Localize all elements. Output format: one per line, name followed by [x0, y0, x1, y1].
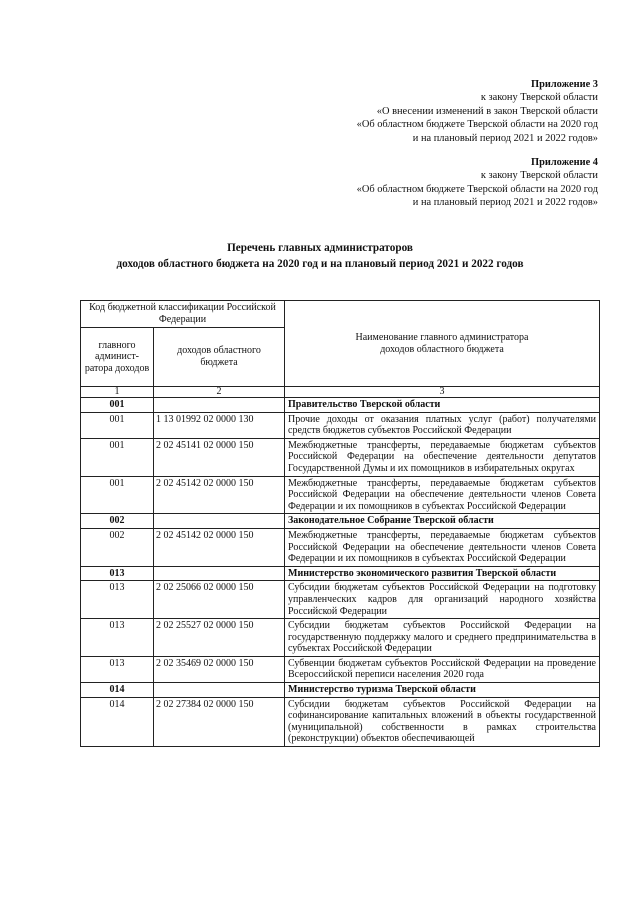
table-row [81, 581, 600, 619]
admin-code-cell: 001 [81, 476, 154, 514]
admin-code-cell: 014 [81, 697, 154, 746]
budget-code-cell: 2 02 35469 02 0000 150 [154, 656, 285, 682]
name-cell: Межбюджетные трансферты, передаваемые бюджетам субъектов Российской Федерации на обеспечение деятельности депутатов Государственной Думы и их помощников в избирательных округах [285, 438, 600, 476]
budget-code-cell [154, 398, 285, 413]
column-number-3: 3 [285, 387, 600, 398]
annex-4-heading: Приложение 4 [530, 157, 598, 168]
table-row-administrator [81, 398, 600, 413]
budget-code-cell: 2 02 45141 02 0000 150 [154, 438, 285, 476]
table-row [81, 476, 600, 514]
table-body [81, 301, 600, 747]
header-name-cell: Наименование главного администратора доходов областного бюджета [285, 301, 600, 387]
admin-code-cell: 013 [81, 566, 154, 581]
document-title-line-1: Перечень главных администраторов [227, 242, 413, 254]
budget-code-cell [154, 683, 285, 698]
table-row [81, 528, 600, 566]
budget-code-cell: 2 02 25066 02 0000 150 [154, 581, 285, 619]
annex-3-line: к закону Тверской области [480, 92, 598, 104]
admin-code-cell: 013 [81, 656, 154, 682]
annex-3-heading: Приложение 3 [530, 79, 598, 90]
header-group-cell: Код бюджетной классификации Российской Федерации [81, 301, 285, 328]
admin-code-cell: 014 [81, 683, 154, 698]
budget-code-cell: 2 02 25527 02 0000 150 [154, 619, 285, 657]
annex-4-line: к закону Тверской области [480, 170, 598, 182]
table-row [81, 656, 600, 682]
name-cell: Субвенции бюджетам субъектов Российской Федерации на проведение Всероссийской переписи населения 2020 года [285, 656, 600, 682]
budget-code-cell [154, 514, 285, 529]
admin-code-cell: 002 [81, 528, 154, 566]
name-cell: Министерство экономического развития Тверской области [285, 566, 600, 581]
document-title-line-2: доходов областного бюджета на 2020 год и на плановый период 2021 и 2022 годов [116, 258, 524, 270]
header-admin-cell: главного админист-ратора доходов [81, 328, 154, 387]
table-row [81, 412, 600, 438]
column-number-row [81, 387, 600, 398]
annex-4-line: «Об областном бюджете Тверской области на 2020 год [356, 183, 598, 195]
header-code-cell: доходов областного бюджета [154, 328, 285, 387]
column-number-2: 2 [154, 387, 285, 398]
admin-code-cell: 001 [81, 398, 154, 413]
name-cell: Субсидии бюджетам субъектов Российской Федерации на подготовку управленческих кадров для организаций народного хозяйства Российской Федерации [285, 581, 600, 619]
budget-code-cell [154, 566, 285, 581]
admin-code-cell: 013 [81, 619, 154, 657]
name-cell: Субсидии бюджетам субъектов Российской Федерации на софинансирование капитальных вложений в объекты государственной (муниципальной) собственности в рамках строительства (реконструкции) объектов обеспечивающей [285, 697, 600, 746]
document-title [0, 240, 640, 272]
table-row-administrator [81, 566, 600, 581]
budget-code-cell: 2 02 45142 02 0000 150 [154, 476, 285, 514]
name-cell: Межбюджетные трансферты, передаваемые бюджетам субъектов Российской Федерации на обеспечение деятельности членов Совета Федерации и их помощников в субъектах Российской Федерации [285, 476, 600, 514]
budget-code-cell: 1 13 01992 02 0000 130 [154, 412, 285, 438]
table-row [81, 438, 600, 476]
table-row-administrator [81, 514, 600, 529]
name-cell: Межбюджетные трансферты, передаваемые бюджетам субъектов Российской Федерации на обеспечение деятельности членов Совета Федерации и их помощников в субъектах Российской Федерации [285, 528, 600, 566]
name-cell: Субсидии бюджетам субъектов Российской Федерации на государственную поддержку малого и среднего предпринимательства в субъектах Российской Федерации [285, 619, 600, 657]
admin-code-cell: 001 [81, 412, 154, 438]
budget-code-cell: 2 02 27384 02 0000 150 [154, 697, 285, 746]
admin-code-cell: 013 [81, 581, 154, 619]
administrators-table [80, 300, 600, 747]
table-row [81, 619, 600, 657]
admin-code-cell: 002 [81, 514, 154, 529]
annex-3-line: «Об областном бюджете Тверской области на 2020 год [356, 119, 598, 131]
name-cell: Министерство туризма Тверской области [285, 683, 600, 698]
annex-3-line: «О внесении изменений в закон Тверской области [376, 105, 598, 117]
annex-3-header [357, 78, 598, 145]
table-row-administrator [81, 683, 600, 698]
annex-4-header [357, 156, 598, 210]
budget-code-cell: 2 02 45142 02 0000 150 [154, 528, 285, 566]
name-cell: Правительство Тверской области [285, 398, 600, 413]
column-number-1: 1 [81, 387, 154, 398]
name-cell: Прочие доходы от оказания платных услуг (работ) получателями средств бюджетов субъектов Российской Федерации [285, 412, 600, 438]
annex-4-line: и на плановый период 2021 и 2022 годов» [412, 197, 598, 209]
header-row-group [81, 301, 600, 328]
admin-code-cell: 001 [81, 438, 154, 476]
table-row [81, 697, 600, 746]
annex-3-line: и на плановый период 2021 и 2022 годов» [412, 132, 598, 144]
name-cell: Законодательное Собрание Тверской области [285, 514, 600, 529]
